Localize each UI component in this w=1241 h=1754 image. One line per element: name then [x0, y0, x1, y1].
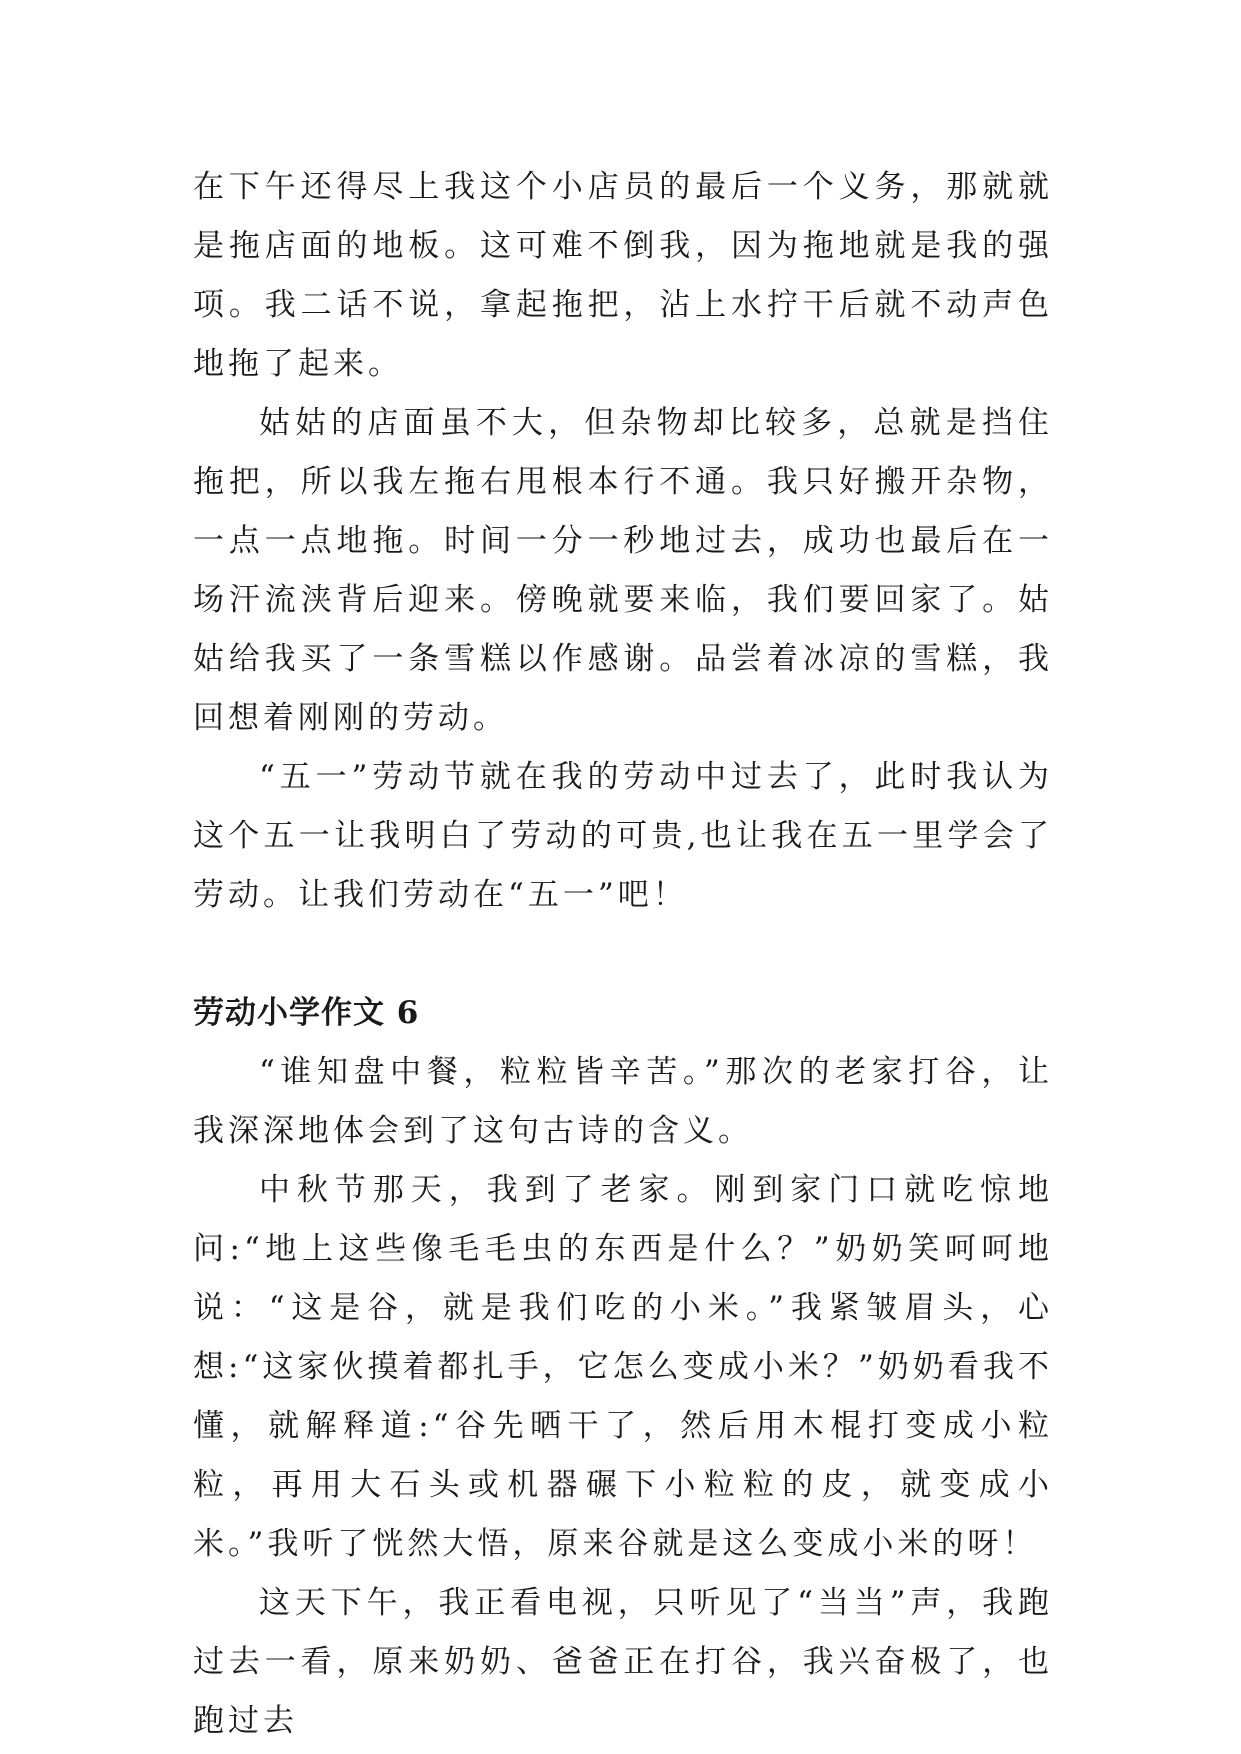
paragraph-continuation: 在下午还得尽上我这个小店员的最后一个义务，那就就是拖店面的地板。这可难不倒我，因为拖地就是我的强项。我二话不说，拿起拖把，沾上水拧干后就不动声色地拖了起来。 [193, 169, 1053, 382]
paragraph-mid-autumn: 中秋节那天，我到了老家。刚到家门口就吃惊地问:“地上这些像毛毛虫的东西是什么？”奶奶笑呵呵地说：“这是谷，就是我们吃的小米。”我紧皱眉头，心想:“这家伙摸着都扎手，它怎么变成小米？”奶奶看我不懂，就解释道:“谷先晒干了，然后用木棍打变成小粒粒，再用大石头或机器碾下小粒粒的皮，就变成小米。”我听了恍然大悟，原来谷就是这么变成小米的呀！ [193, 1172, 1053, 1562]
document-body [193, 158, 1053, 1751]
paragraph-intro: “谁知盘中餐，粒粒皆辛苦。”那次的老家打谷，让我深深地体会到了这句古诗的含义。 [193, 1054, 1053, 1149]
paragraph-conclusion: “五一”劳动节就在我的劳动中过去了，此时我认为这个五一让我明白了劳动的可贵,也让我在五一里学会了劳动。让我们劳动在“五一”吧！ [193, 759, 1053, 913]
paragraph-afternoon: 这天下午，我正看电视，只听见了“当当”声，我跑过去一看，原来奶奶、爸爸正在打谷，我兴奋极了，也跑过去 [193, 1585, 1053, 1739]
paragraph-mopping: 姑姑的店面虽不大，但杂物却比较多，总就是挡住拖把，所以我左拖右甩根本行不通。我只好搬开杂物，一点一点地拖。时间一分一秒地过去，成功也最后在一场汗流浃背后迎来。傍晚就要来临，我们要回家了。姑姑给我买了一条雪糕以作感谢。品尝着冰凉的雪糕，我回想着刚刚的劳动。 [193, 405, 1053, 736]
section-heading: 劳动小学作文 6 [193, 995, 420, 1031]
